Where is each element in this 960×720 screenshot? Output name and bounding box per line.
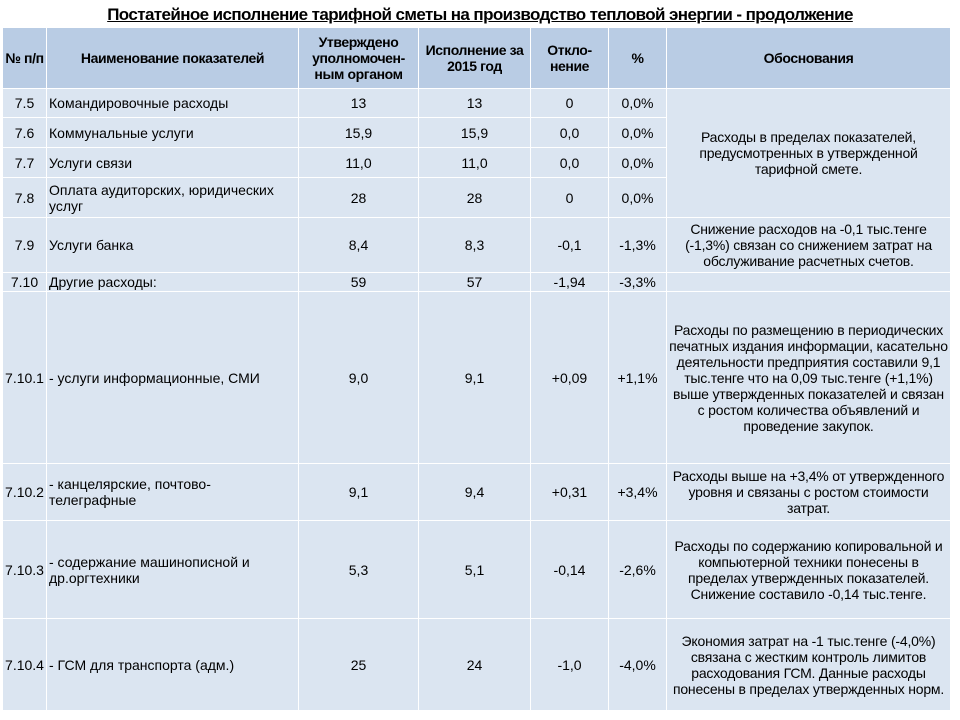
cell-percent: 0,0% (609, 118, 667, 148)
cell-deviation: +0,09 (531, 292, 609, 464)
cell-approved: 59 (299, 273, 419, 292)
header-deviation: Откло-нение (531, 28, 609, 89)
cell-deviation: 0 (531, 89, 609, 118)
cell-percent: 0,0% (609, 178, 667, 218)
cell-num: 7.7 (3, 148, 47, 178)
cell-num: 7.8 (3, 178, 47, 218)
header-justification: Обоснования (667, 28, 951, 89)
cell-percent: -3,3% (609, 273, 667, 292)
cell-approved: 11,0 (299, 148, 419, 178)
cell-justification: Экономия затрат на -1 тыс.тенге (-4,0%) связана с жестким контроль лимитов расходования ГСМ. Данные расходы понесены в пределах утвержденных норм. (667, 619, 951, 711)
cell-num: 7.5 (3, 89, 47, 118)
cell-percent: 0,0% (609, 89, 667, 118)
cell-approved: 15,9 (299, 118, 419, 148)
cell-deviation: 0 (531, 178, 609, 218)
table-row (3, 89, 951, 118)
cell-deviation: 0,0 (531, 118, 609, 148)
cell-execution: 11,0 (419, 148, 531, 178)
cell-justification: Снижение расходов на -0,1 тыс.тенге (-1,3%) связан со снижением затрат на обслуживание расчетных счетов. (667, 218, 951, 273)
cell-justification (667, 273, 951, 292)
header-percent: % (609, 28, 667, 89)
cell-approved: 8,4 (299, 218, 419, 273)
cell-num: 7.6 (3, 118, 47, 148)
cell-approved: 13 (299, 89, 419, 118)
cell-deviation: -0,1 (531, 218, 609, 273)
header-name: Наименование показателей (47, 28, 299, 89)
table-row (3, 619, 951, 711)
cell-justification: Расходы по размещению в периодических печатных издания информации, касательно деятельности предприятия составили 9,1 тыс.тенге что на 0,09 тыс.тенге (+1,1%) выше утвержденных показателей и связан с ростом количества объявлений и проведение закупок. (667, 292, 951, 464)
cell-approved: 28 (299, 178, 419, 218)
cell-execution: 5,1 (419, 521, 531, 619)
page-title: Постатейное исполнение тарифной сметы на производство тепловой энергии - продолжение (107, 5, 853, 24)
tariff-table (2, 27, 951, 711)
cell-percent: +1,1% (609, 292, 667, 464)
cell-name: Командировочные расходы (47, 89, 299, 118)
cell-name: - канцелярские, почтово-телеграфные (47, 464, 299, 521)
cell-approved: 9,1 (299, 464, 419, 521)
header-execution: Исполнение за 2015 год (419, 28, 531, 89)
header-num: № п/п (3, 28, 47, 89)
table-row (3, 273, 951, 292)
table-row (3, 218, 951, 273)
cell-justification-merged: Расходы в пределах показателей, предусмотренных в утвержденной тарифной смете. (667, 89, 951, 218)
cell-percent: -4,0% (609, 619, 667, 711)
cell-num: 7.10 (3, 273, 47, 292)
cell-execution: 24 (419, 619, 531, 711)
cell-justification: Расходы выше на +3,4% от утвержденного уровня и связаны с ростом стоимости затрат. (667, 464, 951, 521)
cell-execution: 9,1 (419, 292, 531, 464)
cell-deviation: 0,0 (531, 148, 609, 178)
cell-num: 7.10.4 (3, 619, 47, 711)
table-row (3, 292, 951, 464)
cell-name: Другие расходы: (47, 273, 299, 292)
cell-percent: -1,3% (609, 218, 667, 273)
table-row (3, 521, 951, 619)
cell-percent: -2,6% (609, 521, 667, 619)
cell-num: 7.10.1 (3, 292, 47, 464)
header-approved: Утверждено уполномочен-ным органом (299, 28, 419, 89)
cell-approved: 25 (299, 619, 419, 711)
header-row (3, 28, 951, 89)
cell-deviation: -1,94 (531, 273, 609, 292)
cell-justification: Расходы по содержанию копировальной и компьютерной техники понесены в пределах утвержденных показателей. Снижение составило -0,14 тыс.тенге. (667, 521, 951, 619)
cell-percent: +3,4% (609, 464, 667, 521)
cell-deviation: -1,0 (531, 619, 609, 711)
cell-num: 7.9 (3, 218, 47, 273)
cell-execution: 9,4 (419, 464, 531, 521)
cell-approved: 5,3 (299, 521, 419, 619)
cell-deviation: -0,14 (531, 521, 609, 619)
cell-percent: 0,0% (609, 148, 667, 178)
cell-num: 7.10.2 (3, 464, 47, 521)
cell-execution: 8,3 (419, 218, 531, 273)
cell-execution: 57 (419, 273, 531, 292)
cell-name: - услуги информационные, СМИ (47, 292, 299, 464)
cell-execution: 13 (419, 89, 531, 118)
cell-execution: 15,9 (419, 118, 531, 148)
cell-execution: 28 (419, 178, 531, 218)
cell-deviation: +0,31 (531, 464, 609, 521)
cell-num: 7.10.3 (3, 521, 47, 619)
cell-name: - ГСМ для транспорта (адм.) (47, 619, 299, 711)
cell-name: Услуги банка (47, 218, 299, 273)
table-row (3, 464, 951, 521)
cell-name: Услуги связи (47, 148, 299, 178)
cell-name: Оплата аудиторских, юридических услуг (47, 178, 299, 218)
cell-name: Коммунальные услуги (47, 118, 299, 148)
cell-approved: 9,0 (299, 292, 419, 464)
cell-name: - содержание машинописной и др.оргтехники (47, 521, 299, 619)
